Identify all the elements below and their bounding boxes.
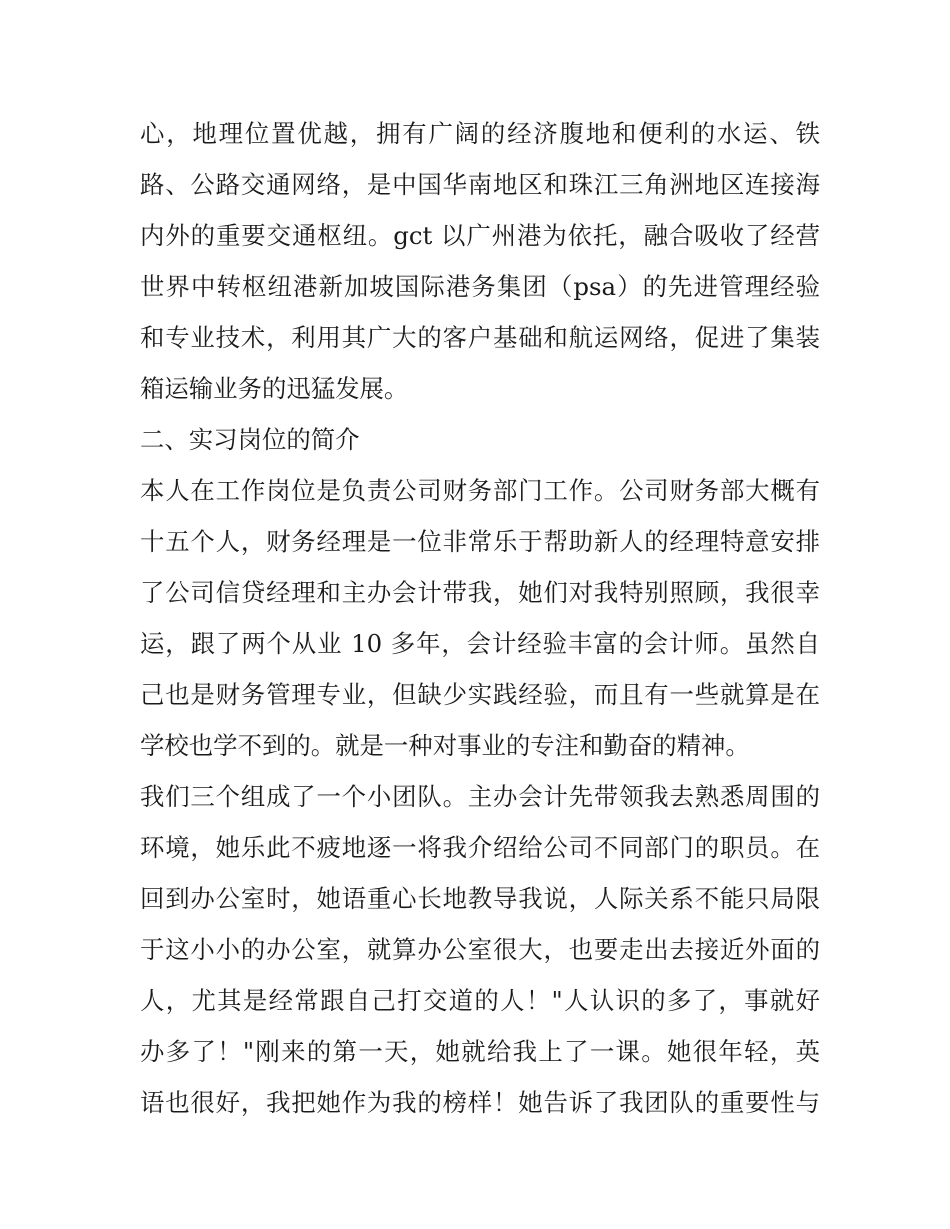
- paragraph-team: [140, 771, 820, 1128]
- text-line: 环境，她乐此不疲地逐一将我介绍给公司不同部门的职员。在: [140, 833, 820, 862]
- text-line: 世界中转枢纽港新加坡国际港务集团（psa）的先进管理经验: [140, 272, 820, 301]
- section-heading: [140, 414, 820, 465]
- text-line: 我们三个组成了一个小团队。主办会计先带领我去熟悉周围的: [140, 782, 820, 811]
- text-line: 语也很好，我把她作为我的榜样！她告诉了我团队的重要性与: [140, 1088, 820, 1117]
- text-line: 十五个人，财务经理是一位非常乐于帮助新人的经理特意安排: [140, 527, 820, 556]
- text-line: 本人在工作岗位是负责公司财务部门工作。公司财务部大概有: [140, 476, 820, 505]
- heading-text: 二、实习岗位的简介: [140, 425, 360, 454]
- text-line: 路、公路交通网络，是中国华南地区和珠江三角洲地区连接海: [140, 170, 820, 199]
- document-body: [140, 108, 820, 1128]
- text-line: 箱运输业务的迅猛发展。: [140, 374, 409, 403]
- paragraph-port-overview: [140, 108, 820, 414]
- text-line: 心，地理位置优越，拥有广阔的经济腹地和便利的水运、铁: [140, 119, 820, 148]
- paragraph-position-intro: [140, 465, 820, 771]
- text-line: 于这小小的办公室，就算办公室很大，也要走出去接近外面的: [140, 935, 820, 964]
- text-line: 学校也学不到的。就是一种对事业的专注和勤奋的精神。: [140, 731, 750, 760]
- text-line: 运，跟了两个从业 10 多年，会计经验丰富的会计师。虽然自: [140, 629, 820, 658]
- text-line: 人，尤其是经常跟自己打交道的人！"人认识的多了，事就好: [140, 986, 820, 1015]
- text-line: 和专业技术，利用其广大的客户基础和航运网络，促进了集装: [140, 323, 820, 352]
- text-line: 内外的重要交通枢纽。gct 以广州港为依托，融合吸收了经营: [140, 221, 820, 250]
- text-line: 回到办公室时，她语重心长地教导我说，人际关系不能只局限: [140, 884, 820, 913]
- text-line: 己也是财务管理专业，但缺少实践经验，而且有一些就算是在: [140, 680, 820, 709]
- text-line: 了公司信贷经理和主办会计带我，她们对我特别照顾，我很幸: [140, 578, 820, 607]
- text-line: 办多了！"刚来的第一天，她就给我上了一课。她很年轻，英: [140, 1037, 820, 1066]
